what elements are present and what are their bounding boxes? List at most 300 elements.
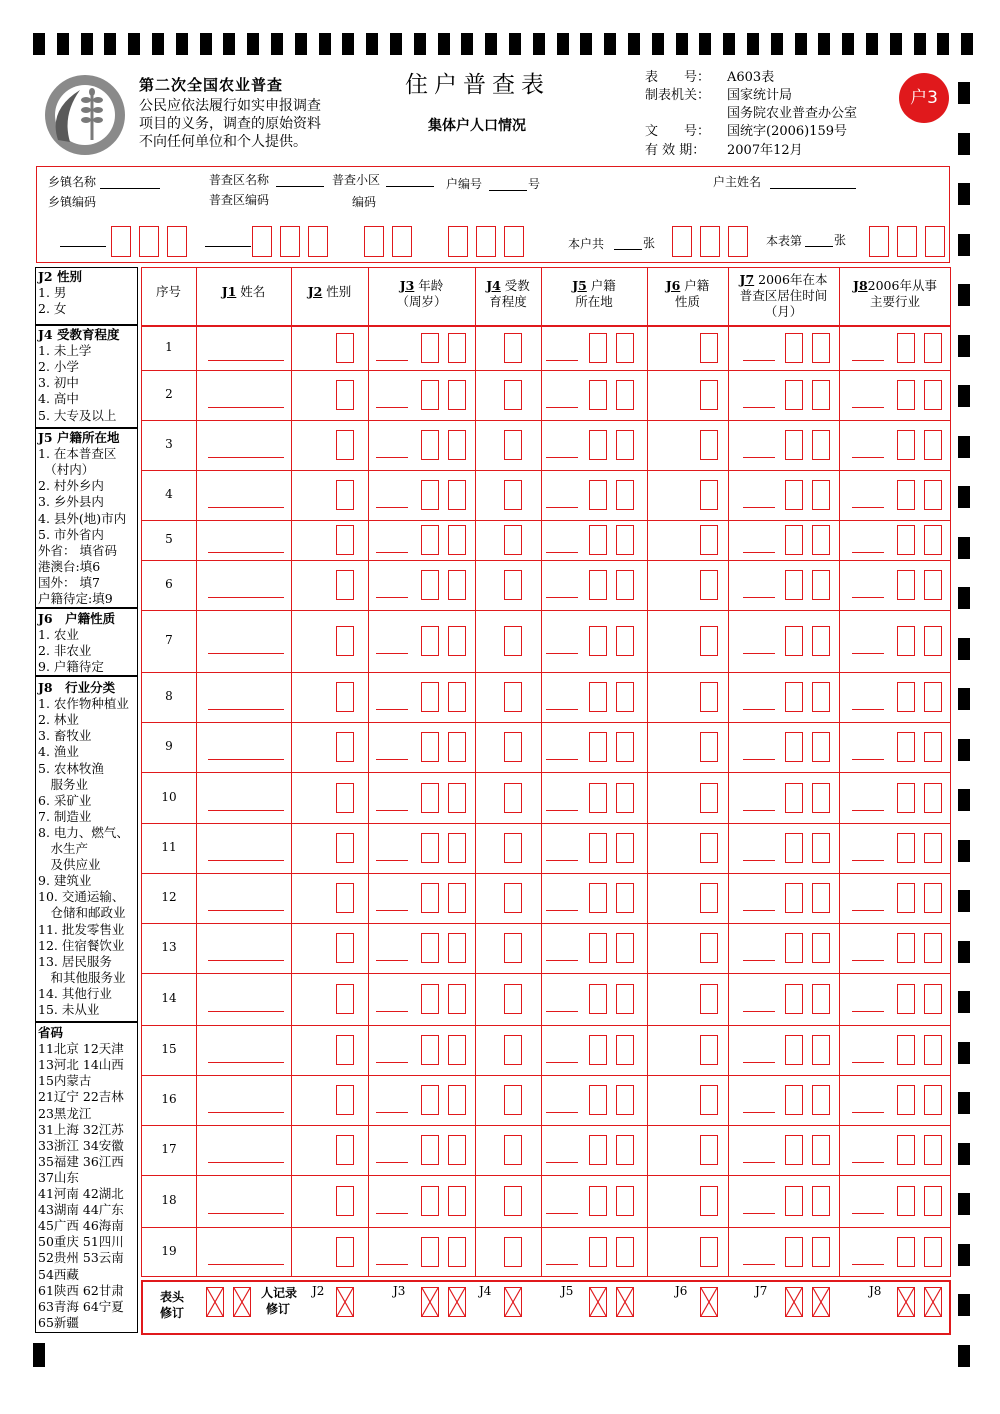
- j8-box[interactable]: [897, 570, 915, 600]
- j8-box[interactable]: [924, 883, 942, 913]
- name-field[interactable]: [208, 360, 284, 361]
- j5-box[interactable]: [589, 1186, 607, 1216]
- j4-box[interactable]: [504, 732, 522, 762]
- meta-value-3: 国务院农业普查办公室: [727, 106, 858, 121]
- j8-box[interactable]: [924, 833, 942, 863]
- registration-mark: [937, 33, 949, 55]
- j7-box[interactable]: [785, 783, 803, 813]
- j7-box[interactable]: [812, 732, 830, 762]
- j6-box[interactable]: [700, 570, 718, 600]
- j5-box[interactable]: [589, 1237, 607, 1267]
- j7-box[interactable]: [785, 933, 803, 963]
- revision-checkbox[interactable]: [336, 1287, 354, 1317]
- j5-box[interactable]: [616, 933, 634, 963]
- j7-box[interactable]: [785, 430, 803, 460]
- meta-value-2: 国家统计局: [727, 88, 793, 103]
- j5-box[interactable]: [589, 430, 607, 460]
- j3-box[interactable]: [421, 732, 439, 762]
- j2-box[interactable]: [336, 682, 354, 712]
- j5-box[interactable]: [616, 525, 634, 555]
- j5-box[interactable]: [616, 833, 634, 863]
- j3-box[interactable]: [421, 1135, 439, 1165]
- j8-box[interactable]: [897, 480, 915, 510]
- j3-box[interactable]: [448, 833, 466, 863]
- j5-box[interactable]: [589, 732, 607, 762]
- j7-box[interactable]: [812, 380, 830, 410]
- j4-box[interactable]: [504, 480, 522, 510]
- j6-box[interactable]: [700, 1135, 718, 1165]
- code-box[interactable]: [700, 226, 720, 257]
- j5-box[interactable]: [616, 1035, 634, 1065]
- registration-mark: [342, 33, 354, 55]
- j4-box[interactable]: [504, 430, 522, 460]
- j5-box[interactable]: [589, 883, 607, 913]
- j8-box[interactable]: [897, 1237, 915, 1267]
- legend-j5-item: 国外： 填7: [38, 574, 100, 590]
- j6-box[interactable]: [700, 380, 718, 410]
- j3-box[interactable]: [421, 380, 439, 410]
- j8-box[interactable]: [924, 984, 942, 1014]
- j7-box[interactable]: [785, 380, 803, 410]
- j8-box[interactable]: [924, 682, 942, 712]
- j3-box[interactable]: [448, 380, 466, 410]
- j4-box[interactable]: [504, 883, 522, 913]
- j3-box[interactable]: [421, 626, 439, 656]
- meta-value-5: 2007年12月: [727, 143, 803, 158]
- legend-j5-item: 3. 乡外县内: [38, 494, 104, 510]
- j3-box[interactable]: [421, 783, 439, 813]
- j2-box[interactable]: [336, 984, 354, 1014]
- j3-box[interactable]: [421, 525, 439, 555]
- j2-box[interactable]: [336, 1135, 354, 1165]
- registration-mark: [958, 335, 970, 357]
- j3-box[interactable]: [448, 984, 466, 1014]
- j8-box[interactable]: [897, 933, 915, 963]
- code-box[interactable]: [392, 226, 412, 257]
- legend-province-item: 61陕西 62甘肃: [38, 1282, 124, 1298]
- j7-box[interactable]: [785, 1085, 803, 1115]
- j3-box[interactable]: [421, 1035, 439, 1065]
- j3-box[interactable]: [421, 1237, 439, 1267]
- j3-box[interactable]: [448, 783, 466, 813]
- j6-box[interactable]: [700, 682, 718, 712]
- legend-province-item: 45广西 46海南: [38, 1218, 124, 1234]
- registration-mark: [958, 183, 970, 205]
- j3-box[interactable]: [421, 333, 439, 363]
- j7-box[interactable]: [812, 783, 830, 813]
- j3-box[interactable]: [421, 984, 439, 1014]
- j4-box[interactable]: [504, 984, 522, 1014]
- code-box[interactable]: [111, 226, 131, 257]
- registration-mark: [652, 33, 664, 55]
- revision-checkbox[interactable]: [616, 1287, 634, 1317]
- j2-box[interactable]: [336, 732, 354, 762]
- j8-box[interactable]: [924, 783, 942, 813]
- j7-box[interactable]: [785, 1237, 803, 1267]
- name-field[interactable]: [208, 709, 284, 710]
- j8-line: [852, 1011, 884, 1012]
- j7-line: [743, 597, 775, 598]
- j7-box[interactable]: [812, 883, 830, 913]
- j3-box[interactable]: [421, 833, 439, 863]
- revision-checkbox[interactable]: [206, 1287, 224, 1317]
- j5-box[interactable]: [616, 732, 634, 762]
- j4-box[interactable]: [504, 933, 522, 963]
- j7-box[interactable]: [785, 570, 803, 600]
- revision-checkbox[interactable]: [421, 1287, 439, 1317]
- j3-box[interactable]: [448, 333, 466, 363]
- row-number: 13: [161, 940, 177, 954]
- j5-line: [546, 709, 578, 710]
- j7-box[interactable]: [812, 1135, 830, 1165]
- j5-box[interactable]: [589, 1035, 607, 1065]
- j3-box[interactable]: [421, 570, 439, 600]
- j2-box[interactable]: [336, 570, 354, 600]
- j2-box[interactable]: [336, 933, 354, 963]
- header-J2: J2 性别: [307, 284, 352, 299]
- j7-box[interactable]: [785, 883, 803, 913]
- j8-box[interactable]: [897, 430, 915, 460]
- j3-box[interactable]: [448, 1085, 466, 1115]
- j3-box[interactable]: [448, 1135, 466, 1165]
- name-field[interactable]: [208, 860, 284, 861]
- j4-box[interactable]: [504, 1085, 522, 1115]
- j6-box[interactable]: [700, 1186, 718, 1216]
- j7-box[interactable]: [785, 480, 803, 510]
- j5-box[interactable]: [616, 380, 634, 410]
- j4-box[interactable]: [504, 783, 522, 813]
- j7-box[interactable]: [812, 430, 830, 460]
- j5-box[interactable]: [589, 682, 607, 712]
- j7-box[interactable]: [785, 1186, 803, 1216]
- revision-checkbox[interactable]: [448, 1287, 466, 1317]
- name-field[interactable]: [208, 1162, 284, 1163]
- j8-box[interactable]: [924, 480, 942, 510]
- code-box[interactable]: [476, 226, 496, 257]
- j8-box[interactable]: [924, 380, 942, 410]
- j7-box[interactable]: [785, 833, 803, 863]
- j7-box[interactable]: [785, 682, 803, 712]
- j8-box[interactable]: [897, 682, 915, 712]
- j5-box[interactable]: [589, 480, 607, 510]
- j2-box[interactable]: [336, 430, 354, 460]
- j8-box[interactable]: [897, 626, 915, 656]
- j2-box[interactable]: [336, 480, 354, 510]
- code-box[interactable]: [448, 226, 468, 257]
- registration-mark: [842, 33, 854, 55]
- j8-box[interactable]: [897, 1135, 915, 1165]
- revision-checkbox[interactable]: [812, 1287, 830, 1317]
- j8-box[interactable]: [924, 933, 942, 963]
- code-box[interactable]: [925, 226, 945, 257]
- j5-box[interactable]: [616, 1135, 634, 1165]
- j8-box[interactable]: [897, 883, 915, 913]
- j3-box[interactable]: [448, 626, 466, 656]
- name-field[interactable]: [208, 1213, 284, 1214]
- j8-box[interactable]: [897, 380, 915, 410]
- j5-box[interactable]: [616, 1085, 634, 1115]
- j7-box[interactable]: [785, 1135, 803, 1165]
- j2-box[interactable]: [336, 883, 354, 913]
- j7-box[interactable]: [812, 933, 830, 963]
- j3-box[interactable]: [421, 883, 439, 913]
- legend-j8-item: 3. 畜牧业: [38, 728, 92, 744]
- name-field[interactable]: [208, 507, 284, 508]
- legend-j8-title: J8 行业分类: [38, 680, 116, 695]
- j7-box[interactable]: [812, 480, 830, 510]
- revision-checkbox[interactable]: [589, 1287, 607, 1317]
- j5-box[interactable]: [616, 682, 634, 712]
- j7-box[interactable]: [785, 525, 803, 555]
- name-field[interactable]: [208, 552, 284, 553]
- j2-box[interactable]: [336, 1186, 354, 1216]
- j4-box[interactable]: [504, 682, 522, 712]
- name-field[interactable]: [208, 653, 284, 654]
- j7-box[interactable]: [812, 984, 830, 1014]
- j4-box[interactable]: [504, 525, 522, 555]
- j7-box[interactable]: [785, 1035, 803, 1065]
- j3-box[interactable]: [421, 430, 439, 460]
- j7-box[interactable]: [812, 682, 830, 712]
- j3-box[interactable]: [448, 883, 466, 913]
- revision-checkbox[interactable]: [785, 1287, 803, 1317]
- j8-box[interactable]: [924, 1035, 942, 1065]
- j4-box[interactable]: [504, 1035, 522, 1065]
- legend-j5-item: 港澳台:填6: [38, 558, 101, 574]
- code-box[interactable]: [280, 226, 300, 257]
- j5-box[interactable]: [589, 626, 607, 656]
- revision-checkbox[interactable]: [233, 1287, 251, 1317]
- j6-box[interactable]: [700, 480, 718, 510]
- j2-box[interactable]: [336, 333, 354, 363]
- j3-box[interactable]: [421, 1186, 439, 1216]
- registration-mark: [958, 587, 970, 609]
- j5-box[interactable]: [589, 933, 607, 963]
- name-field[interactable]: [208, 407, 284, 408]
- j7-box[interactable]: [812, 833, 830, 863]
- j5-box[interactable]: [616, 984, 634, 1014]
- j3-box[interactable]: [448, 933, 466, 963]
- j5-box[interactable]: [616, 1237, 634, 1267]
- row-number: 8: [165, 689, 173, 703]
- j8-box[interactable]: [924, 1186, 942, 1216]
- code-box[interactable]: [672, 226, 692, 257]
- j5-box[interactable]: [616, 570, 634, 600]
- name-field[interactable]: [208, 457, 284, 458]
- name-field[interactable]: [208, 1062, 284, 1063]
- this-page-unit: 张: [834, 233, 847, 247]
- code-box[interactable]: [139, 226, 159, 257]
- j5-box[interactable]: [616, 783, 634, 813]
- legend-j5-item: 2. 村外乡内: [38, 478, 104, 494]
- j7-box[interactable]: [785, 984, 803, 1014]
- j5-box[interactable]: [616, 883, 634, 913]
- j6-box[interactable]: [700, 732, 718, 762]
- j6-box[interactable]: [700, 883, 718, 913]
- j6-box[interactable]: [700, 933, 718, 963]
- code-box[interactable]: [869, 226, 889, 257]
- revision-checkbox[interactable]: [924, 1287, 942, 1317]
- code-box[interactable]: [897, 226, 917, 257]
- j8-box[interactable]: [924, 732, 942, 762]
- name-field[interactable]: [208, 759, 284, 760]
- j7-box[interactable]: [812, 525, 830, 555]
- j6-box[interactable]: [700, 626, 718, 656]
- j8-box[interactable]: [897, 833, 915, 863]
- j6-box[interactable]: [700, 333, 718, 363]
- j7-box[interactable]: [785, 626, 803, 656]
- j7-box[interactable]: [812, 1237, 830, 1267]
- j5-box[interactable]: [589, 783, 607, 813]
- j4-box[interactable]: [504, 626, 522, 656]
- legend-province-item: 11北京 12天津: [38, 1041, 124, 1057]
- j7-box[interactable]: [812, 333, 830, 363]
- j3-box[interactable]: [448, 1186, 466, 1216]
- j6-box[interactable]: [700, 984, 718, 1014]
- j6-box[interactable]: [700, 783, 718, 813]
- j8-box[interactable]: [924, 1085, 942, 1115]
- j5-box[interactable]: [589, 380, 607, 410]
- code-box[interactable]: [504, 226, 524, 257]
- j8-line: [852, 709, 884, 710]
- name-field[interactable]: [208, 597, 284, 598]
- j4-box[interactable]: [504, 380, 522, 410]
- j4-box[interactable]: [504, 1237, 522, 1267]
- code-box[interactable]: [728, 226, 748, 257]
- j7-box[interactable]: [785, 732, 803, 762]
- j5-box[interactable]: [589, 525, 607, 555]
- j3-box[interactable]: [448, 430, 466, 460]
- j2-box[interactable]: [336, 525, 354, 555]
- name-field[interactable]: [208, 910, 284, 911]
- j5-box[interactable]: [589, 333, 607, 363]
- subdistrict-label: 普查小区: [332, 173, 381, 187]
- j4-box[interactable]: [504, 833, 522, 863]
- j7-box[interactable]: [785, 333, 803, 363]
- j4-box[interactable]: [504, 333, 522, 363]
- j2-box[interactable]: [336, 1035, 354, 1065]
- row-number: 1: [165, 339, 173, 354]
- j7-line: [743, 1011, 775, 1012]
- j6-box[interactable]: [700, 833, 718, 863]
- j7-box[interactable]: [812, 626, 830, 656]
- j7-box[interactable]: [812, 1035, 830, 1065]
- code-box[interactable]: [167, 226, 187, 257]
- j8-box[interactable]: [924, 525, 942, 555]
- j6-box[interactable]: [700, 1085, 718, 1115]
- j8-box[interactable]: [897, 1035, 915, 1065]
- j8-box[interactable]: [924, 1135, 942, 1165]
- j6-box[interactable]: [700, 430, 718, 460]
- j3-box[interactable]: [448, 732, 466, 762]
- j8-line: [852, 457, 884, 458]
- j5-box[interactable]: [589, 833, 607, 863]
- legend-j4-item: 4. 高中: [38, 391, 79, 407]
- j3-box[interactable]: [421, 480, 439, 510]
- j4-box[interactable]: [504, 1186, 522, 1216]
- form-badge: [899, 73, 949, 123]
- j8-box[interactable]: [924, 570, 942, 600]
- j8-box[interactable]: [897, 1186, 915, 1216]
- j5-box[interactable]: [616, 1186, 634, 1216]
- j3-box[interactable]: [448, 480, 466, 510]
- revision-checkbox[interactable]: [700, 1287, 718, 1317]
- j3-box[interactable]: [421, 682, 439, 712]
- code-box[interactable]: [252, 226, 272, 257]
- j8-box[interactable]: [897, 525, 915, 555]
- registration-mark: [795, 33, 807, 55]
- revision-code-j7: J7: [755, 1284, 768, 1298]
- j3-box[interactable]: [448, 525, 466, 555]
- j2-box[interactable]: [336, 1237, 354, 1267]
- j7-box[interactable]: [812, 570, 830, 600]
- j8-box[interactable]: [897, 984, 915, 1014]
- j6-box[interactable]: [700, 1035, 718, 1065]
- j2-box[interactable]: [336, 833, 354, 863]
- j8-box[interactable]: [924, 626, 942, 656]
- revision-checkbox[interactable]: [897, 1287, 915, 1317]
- registration-mark: [958, 234, 970, 256]
- j8-box[interactable]: [924, 333, 942, 363]
- j4-box[interactable]: [504, 570, 522, 600]
- name-field[interactable]: [208, 1264, 284, 1265]
- j5-box[interactable]: [616, 626, 634, 656]
- j3-line: [376, 1213, 408, 1214]
- j8-box[interactable]: [897, 783, 915, 813]
- code-box[interactable]: [308, 226, 328, 257]
- j5-box[interactable]: [589, 984, 607, 1014]
- j8-box[interactable]: [897, 732, 915, 762]
- name-field[interactable]: [208, 810, 284, 811]
- j5-box[interactable]: [616, 480, 634, 510]
- name-field[interactable]: [208, 1011, 284, 1012]
- registration-mark: [485, 33, 497, 55]
- j5-line: [546, 759, 578, 760]
- j5-box[interactable]: [616, 333, 634, 363]
- meta-label-4: 文 号：: [645, 124, 711, 139]
- j4-box[interactable]: [504, 1135, 522, 1165]
- name-field[interactable]: [208, 1112, 284, 1113]
- j3-box[interactable]: [421, 1085, 439, 1115]
- j2-box[interactable]: [336, 626, 354, 656]
- j3-box[interactable]: [448, 1035, 466, 1065]
- code-box[interactable]: [364, 226, 384, 257]
- j2-box[interactable]: [336, 380, 354, 410]
- j5-box[interactable]: [589, 570, 607, 600]
- legend-j8-item: 4. 渔业: [38, 744, 79, 760]
- j3-box[interactable]: [448, 570, 466, 600]
- j5-box[interactable]: [616, 430, 634, 460]
- name-field[interactable]: [208, 960, 284, 961]
- j2-box[interactable]: [336, 1085, 354, 1115]
- j3-line: [376, 960, 408, 961]
- j5-box[interactable]: [589, 1135, 607, 1165]
- j7-box[interactable]: [812, 1186, 830, 1216]
- revision-checkbox[interactable]: [504, 1287, 522, 1317]
- j8-box[interactable]: [897, 1085, 915, 1115]
- j6-box[interactable]: [700, 1237, 718, 1267]
- j8-box[interactable]: [924, 1237, 942, 1267]
- j8-box[interactable]: [924, 430, 942, 460]
- j2-box[interactable]: [336, 783, 354, 813]
- j5-box[interactable]: [589, 1085, 607, 1115]
- j3-box[interactable]: [448, 682, 466, 712]
- j7-box[interactable]: [812, 1085, 830, 1115]
- j3-box[interactable]: [421, 933, 439, 963]
- j8-box[interactable]: [897, 333, 915, 363]
- j6-box[interactable]: [700, 525, 718, 555]
- j3-box[interactable]: [448, 1237, 466, 1267]
